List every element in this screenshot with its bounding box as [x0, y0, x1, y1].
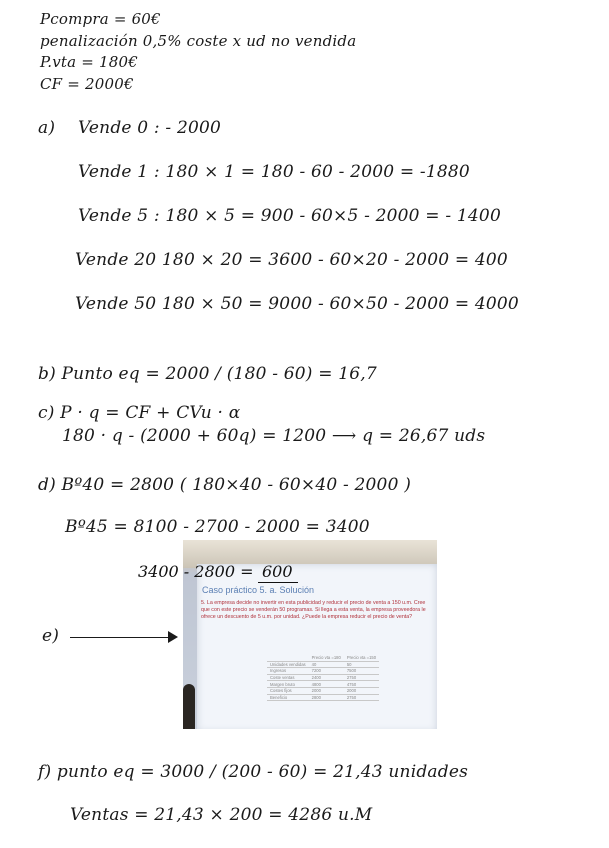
table-row	[267, 674, 379, 681]
table-row	[267, 668, 379, 675]
table-row	[267, 694, 379, 701]
section-e-result: 600	[262, 562, 293, 581]
section-d-profit-45: Bº45 = 8100 - 2700 - 2000 = 3400	[65, 517, 370, 537]
section-a-row-1: Vende 1 : 180 × 1 = 180 - 60 - 2000 = -1880	[78, 162, 470, 182]
projection-screen	[197, 564, 437, 729]
table-cell: 7200	[309, 668, 344, 675]
slide-title: Caso práctico 5. a. Solución	[202, 585, 315, 595]
table-cell: Coste ventas	[267, 674, 309, 681]
table-cell: 2750	[344, 674, 379, 681]
section-a-row-3: Vende 20 180 × 20 = 3600 - 60×20 - 2000 = 400	[75, 250, 508, 270]
section-d-profit-40: d) Bº40 = 2800 ( 180×40 - 60×40 - 2000 )	[38, 475, 412, 495]
note-fixed-cost: CF = 2000€	[40, 75, 134, 93]
note-purchase-price: Pcompra = 60€	[40, 10, 161, 28]
note-penalty: penalización 0,5% coste x ud no vendida	[40, 32, 357, 50]
section-a-row-2: Vende 5 : 180 × 5 = 900 - 60×5 - 2000 = - 1400	[78, 206, 501, 226]
section-f-breakeven: f) punto eq = 3000 / (200 - 60) = 21,43 unidades	[38, 762, 469, 782]
table-cell: Costes fijos	[267, 687, 309, 694]
table-cell: 2000	[309, 687, 344, 694]
arrow-right-icon	[168, 631, 178, 643]
section-c-solution: 180 · q - (2000 + 60q) = 1200 ⟶ q = 26,67 uds	[62, 426, 486, 446]
table-cell: 2750	[344, 694, 379, 701]
table-cell: 4750	[344, 681, 379, 688]
section-e-label: e)	[42, 626, 60, 646]
section-e-calc: 3400 - 2800 =	[138, 562, 254, 581]
table-cell: 2000	[344, 687, 379, 694]
section-a-row-0: Vende 0 : - 2000	[78, 118, 222, 138]
table-cell: 50	[344, 661, 379, 668]
table-cell: 40	[309, 661, 344, 668]
section-c-formula: c) P · q = CF + CVu · α	[38, 403, 241, 423]
slide-text: 5. La empresa decide no invertir en esta publicidad y reducir el precio de venta a 150 u.m. Cree que con este precio se venderán 50 programas. Si llega a esta venta, la empresa proveedora le ofrece un descuento de 5 u.m. por unidad. ¿Puede la empresa reducir el precio de venta?	[201, 600, 426, 620]
arrow-line	[70, 637, 170, 638]
result-underline	[258, 582, 298, 583]
table-cell: Beneficio	[267, 694, 309, 701]
table-cell: Unidades vendidas	[267, 661, 309, 668]
table-cell: 2800	[309, 694, 344, 701]
table-header-cell: Precio vta =180	[309, 655, 344, 661]
section-a-label: a)	[38, 118, 56, 138]
section-f-sales: Ventas = 21,43 × 200 = 4286 u.M	[70, 805, 373, 825]
table-row	[267, 687, 379, 694]
note-sale-price: P.vta = 180€	[40, 53, 138, 71]
table-cell: 4800	[309, 681, 344, 688]
table-cell: Margen bruto	[267, 681, 309, 688]
table-row	[267, 661, 379, 668]
table-header-cell: Precio vta =150	[344, 655, 379, 661]
section-a-row-4: Vende 50 180 × 50 = 9000 - 60×50 - 2000 = 4000	[75, 294, 519, 314]
section-b-breakeven: b) Punto eq = 2000 / (180 - 60) = 16,7	[38, 364, 377, 384]
table-cell: 2400	[309, 674, 344, 681]
slide-table	[267, 655, 379, 701]
table-cell: 7500	[344, 668, 379, 675]
person-silhouette	[183, 684, 195, 729]
table-cell: Ingresos	[267, 668, 309, 675]
table-row	[267, 681, 379, 688]
